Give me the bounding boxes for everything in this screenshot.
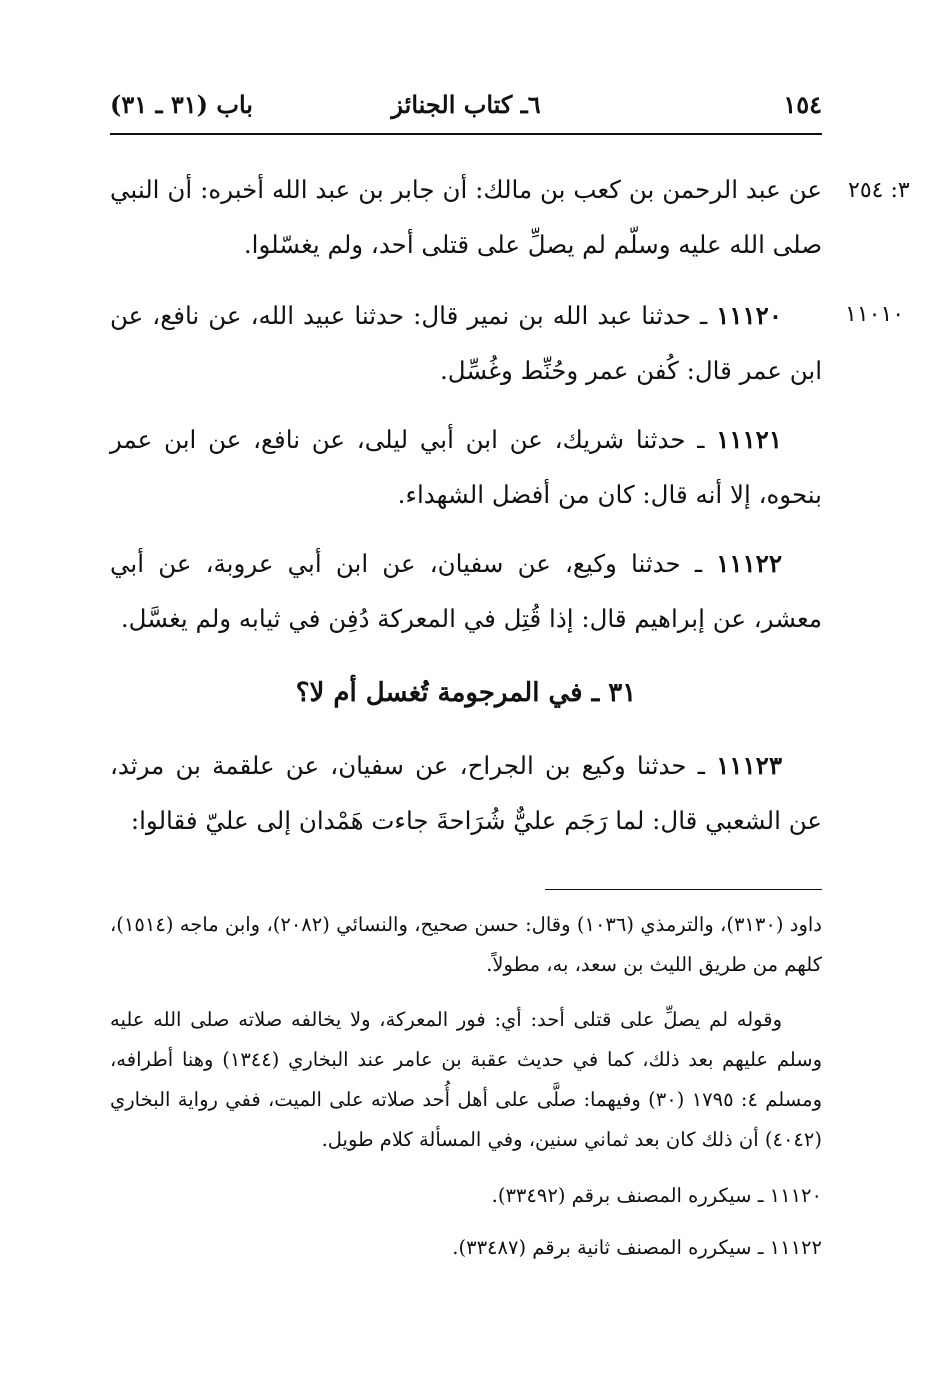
hadith-paragraph-11121 (110, 412, 822, 522)
hadith-paragraph-11122 (110, 536, 822, 646)
header-divider (110, 133, 822, 135)
paragraph-text: ـ حدثنا وكيع، عن سفيان، عن ابن أبي عروبة، عن أبي معشر، عن إبراهيم قال: إذا قُتِل في المعركة دُفِن في ثيابه ولم يغسَّل. (110, 549, 822, 633)
margin-reference-2: ١١٠١٠ (845, 302, 905, 327)
hadith-number: ١١١٢١ (716, 425, 782, 454)
hadith-number: ١١١٢٣ (716, 751, 782, 780)
book-title: ٦ـ كتاب الجنائز (391, 90, 541, 119)
paragraph-text: ـ حدثنا وكيع بن الجراح، عن سفيان، عن علقمة بن مرثد، عن الشعبي قال: لما رَجَم عليٌّ شُرَاحةَ جاءت هَمْدان إلى عليّ فقالوا: (110, 751, 822, 835)
footnote-3: ١١١٢٠ ـ سيكرره المصنف برقم (٣٣٤٩٢). (491, 1184, 822, 1207)
margin-reference-1: ٣: ٢٥٤ (848, 178, 910, 203)
hadith-paragraph-continuation (110, 162, 822, 272)
paragraph-text: عن عبد الرحمن بن كعب بن مالك: أن جابر بن عبد الله أخبره: أن النبي صلى الله عليه وسلّم لم يصلِّ على قتلى أحد، ولم يغسّلوا. (110, 175, 822, 259)
hadith-paragraph-11120 (110, 288, 822, 398)
footnote-2: وقوله لم يصلِّ على قتلى أحد: أي: فور المعركة، ولا يخالفه صلاته صلى الله عليه وسلم عليهم بعد ذلك، كما في حديث عقبة بن عامر عند البخاري (١٣٤٤) وهنا أطرافه، ومسلم ٤: ١٧٩٥ (٣٠) وفيهما: صلَّى على أهل أُحد صلاته على الميت، ففي رواية البخاري (٤٠٤٢) أن ذلك كان بعد ثماني سنين، وفي المسألة كلام طويل. (110, 1008, 823, 1151)
footnote-divider (545, 889, 822, 890)
footnote-4: ١١١٢٢ ـ سيكرره المصنف ثانية برقم (٣٣٤٨٧). (452, 1236, 822, 1259)
page-header (110, 88, 822, 128)
paragraph-text: ـ حدثنا شريك، عن ابن أبي ليلى، عن نافع، عن ابن عمر بنحوه، إلا أنه قال: كان من أفضل الشهداء. (110, 425, 822, 509)
footnote-1: داود (٣١٣٠)، والترمذي (١٠٣٦) وقال: حسن صحيح، والنسائي (٢٠٨٢)، وابن ماجه (١٥١٤)، كلهم من طريق الليث بن سعد، به، مطولاً. (110, 913, 822, 976)
paragraph-text: ـ حدثنا عبد الله بن نمير قال: حدثنا عبيد الله، عن نافع، عن ابن عمر قال: كُفن عمر وحُنِّط وغُسِّل. (110, 301, 822, 385)
hadith-number: ١١١٢٠ (716, 301, 782, 330)
section-title: ٣١ ـ في المرجومة تُغسل أم لا؟ (295, 678, 637, 708)
hadith-paragraph-11123 (110, 738, 822, 848)
chapter-range: باب (٣١ ـ ٣١) (110, 90, 253, 119)
page-number: ١٥٤ (783, 90, 822, 119)
hadith-number: ١١١٢٢ (716, 549, 782, 578)
